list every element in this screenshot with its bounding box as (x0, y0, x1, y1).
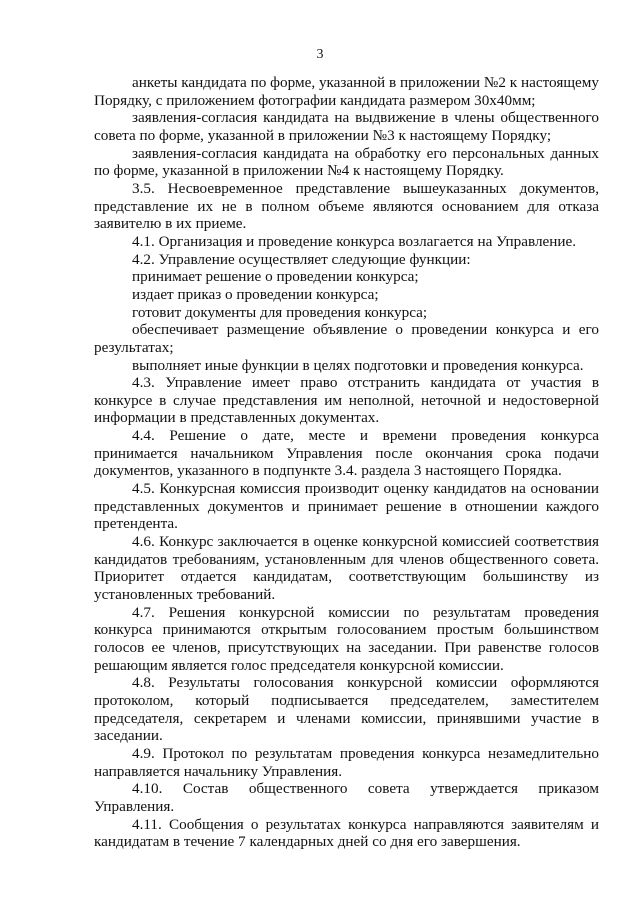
paragraph-questionnaire: анкеты кандидата по форме, указанной в приложении №2 к настоящему Порядку, с приложением фотографии кандидата размером 30х40мм; (94, 74, 599, 109)
paragraph-function-documents: готовит документы для проведения конкурса; (132, 303, 428, 321)
paragraph-4-9: 4.9. Протокол по результатам проведения конкурса незамедлительно направляется начальнику Управления. (94, 744, 599, 780)
paragraph-4-1: 4.1. Организация и проведение конкурса возлагается на Управление. (132, 232, 577, 250)
paragraph-consent-nomination: заявления-согласия кандидата на выдвижение в члены общественного совета по форме, указанной в приложении №3 к настоящему Порядку; (94, 109, 599, 144)
paragraph-consent-personal-data: заявления-согласия кандидата на обработку его персональных данных по форме, указанной в приложении №4 к настоящему Порядку. (94, 144, 599, 180)
paragraph-function-other: выполняет иные функции в целях подготовки и проведения конкурса. (132, 356, 584, 374)
paragraph-4-7: 4.7. Решения конкурсной комиссии по результатам проведения конкурса принимаются открытым голосованием простым большинством голосов ее членов, присутствующих на заседании. При равенстве голосов решающим является голос председателя конкурсной комиссии. (94, 603, 599, 674)
paragraph-4-8: 4.8. Результаты голосования конкурсной комиссии оформляются протоколом, который подписывается председателем, заместителем председателя, секретарем и членами комиссии, принявшими участие в заседании. (94, 674, 599, 745)
paragraph-3-5: 3.5. Несвоевременное представление вышеуказанных документов, представление их не в полном объеме являются основанием для отказа заявителю в их приеме. (94, 179, 599, 233)
paragraph-4-5: 4.5. Конкурсная комиссия производит оценку кандидатов на основании представленных документов и принимает решение в отношении каждого претендента. (94, 480, 599, 533)
paragraph-4-4: 4.4. Решение о дате, месте и времени проведения конкурса принимается начальником Управления после окончания срока подачи документов, указанного в подпункте 3.4. раздела 3 настоящего Порядка. (94, 427, 599, 480)
paragraph-4-2: 4.2. Управление осуществляет следующие функции: (132, 250, 471, 268)
paragraph-4-11: 4.11. Сообщения о результатах конкурса направляются заявителям и кандидатам в течение 7 календарных дней со дня его завершения. (94, 815, 599, 851)
paragraph-function-decision: принимает решение о проведении конкурса; (132, 268, 419, 286)
page-number: 3 (316, 47, 324, 62)
paragraph-function-order: издает приказ о проведении конкурса; (132, 285, 379, 303)
paragraph-4-10: 4.10. Состав общественного совета утверждается приказом Управления. (94, 780, 599, 815)
paragraph-4-6: 4.6. Конкурс заключается в оценке конкурсной комиссией соответствия кандидатов требованиям, установленным для членов общественного совета. Приоритет отдается кандидатам, соответствующим большинству из установленных требований. (94, 533, 599, 604)
paragraph-4-3: 4.3. Управление имеет право отстранить кандидата от участия в конкурсе в случае представления им неполной, неточной и недостоверной информации в представленных документах. (94, 374, 599, 427)
paragraph-function-announcement: обеспечивает размещение объявление о проведении конкурса и его результатах; (94, 321, 599, 356)
document-body (94, 74, 599, 851)
